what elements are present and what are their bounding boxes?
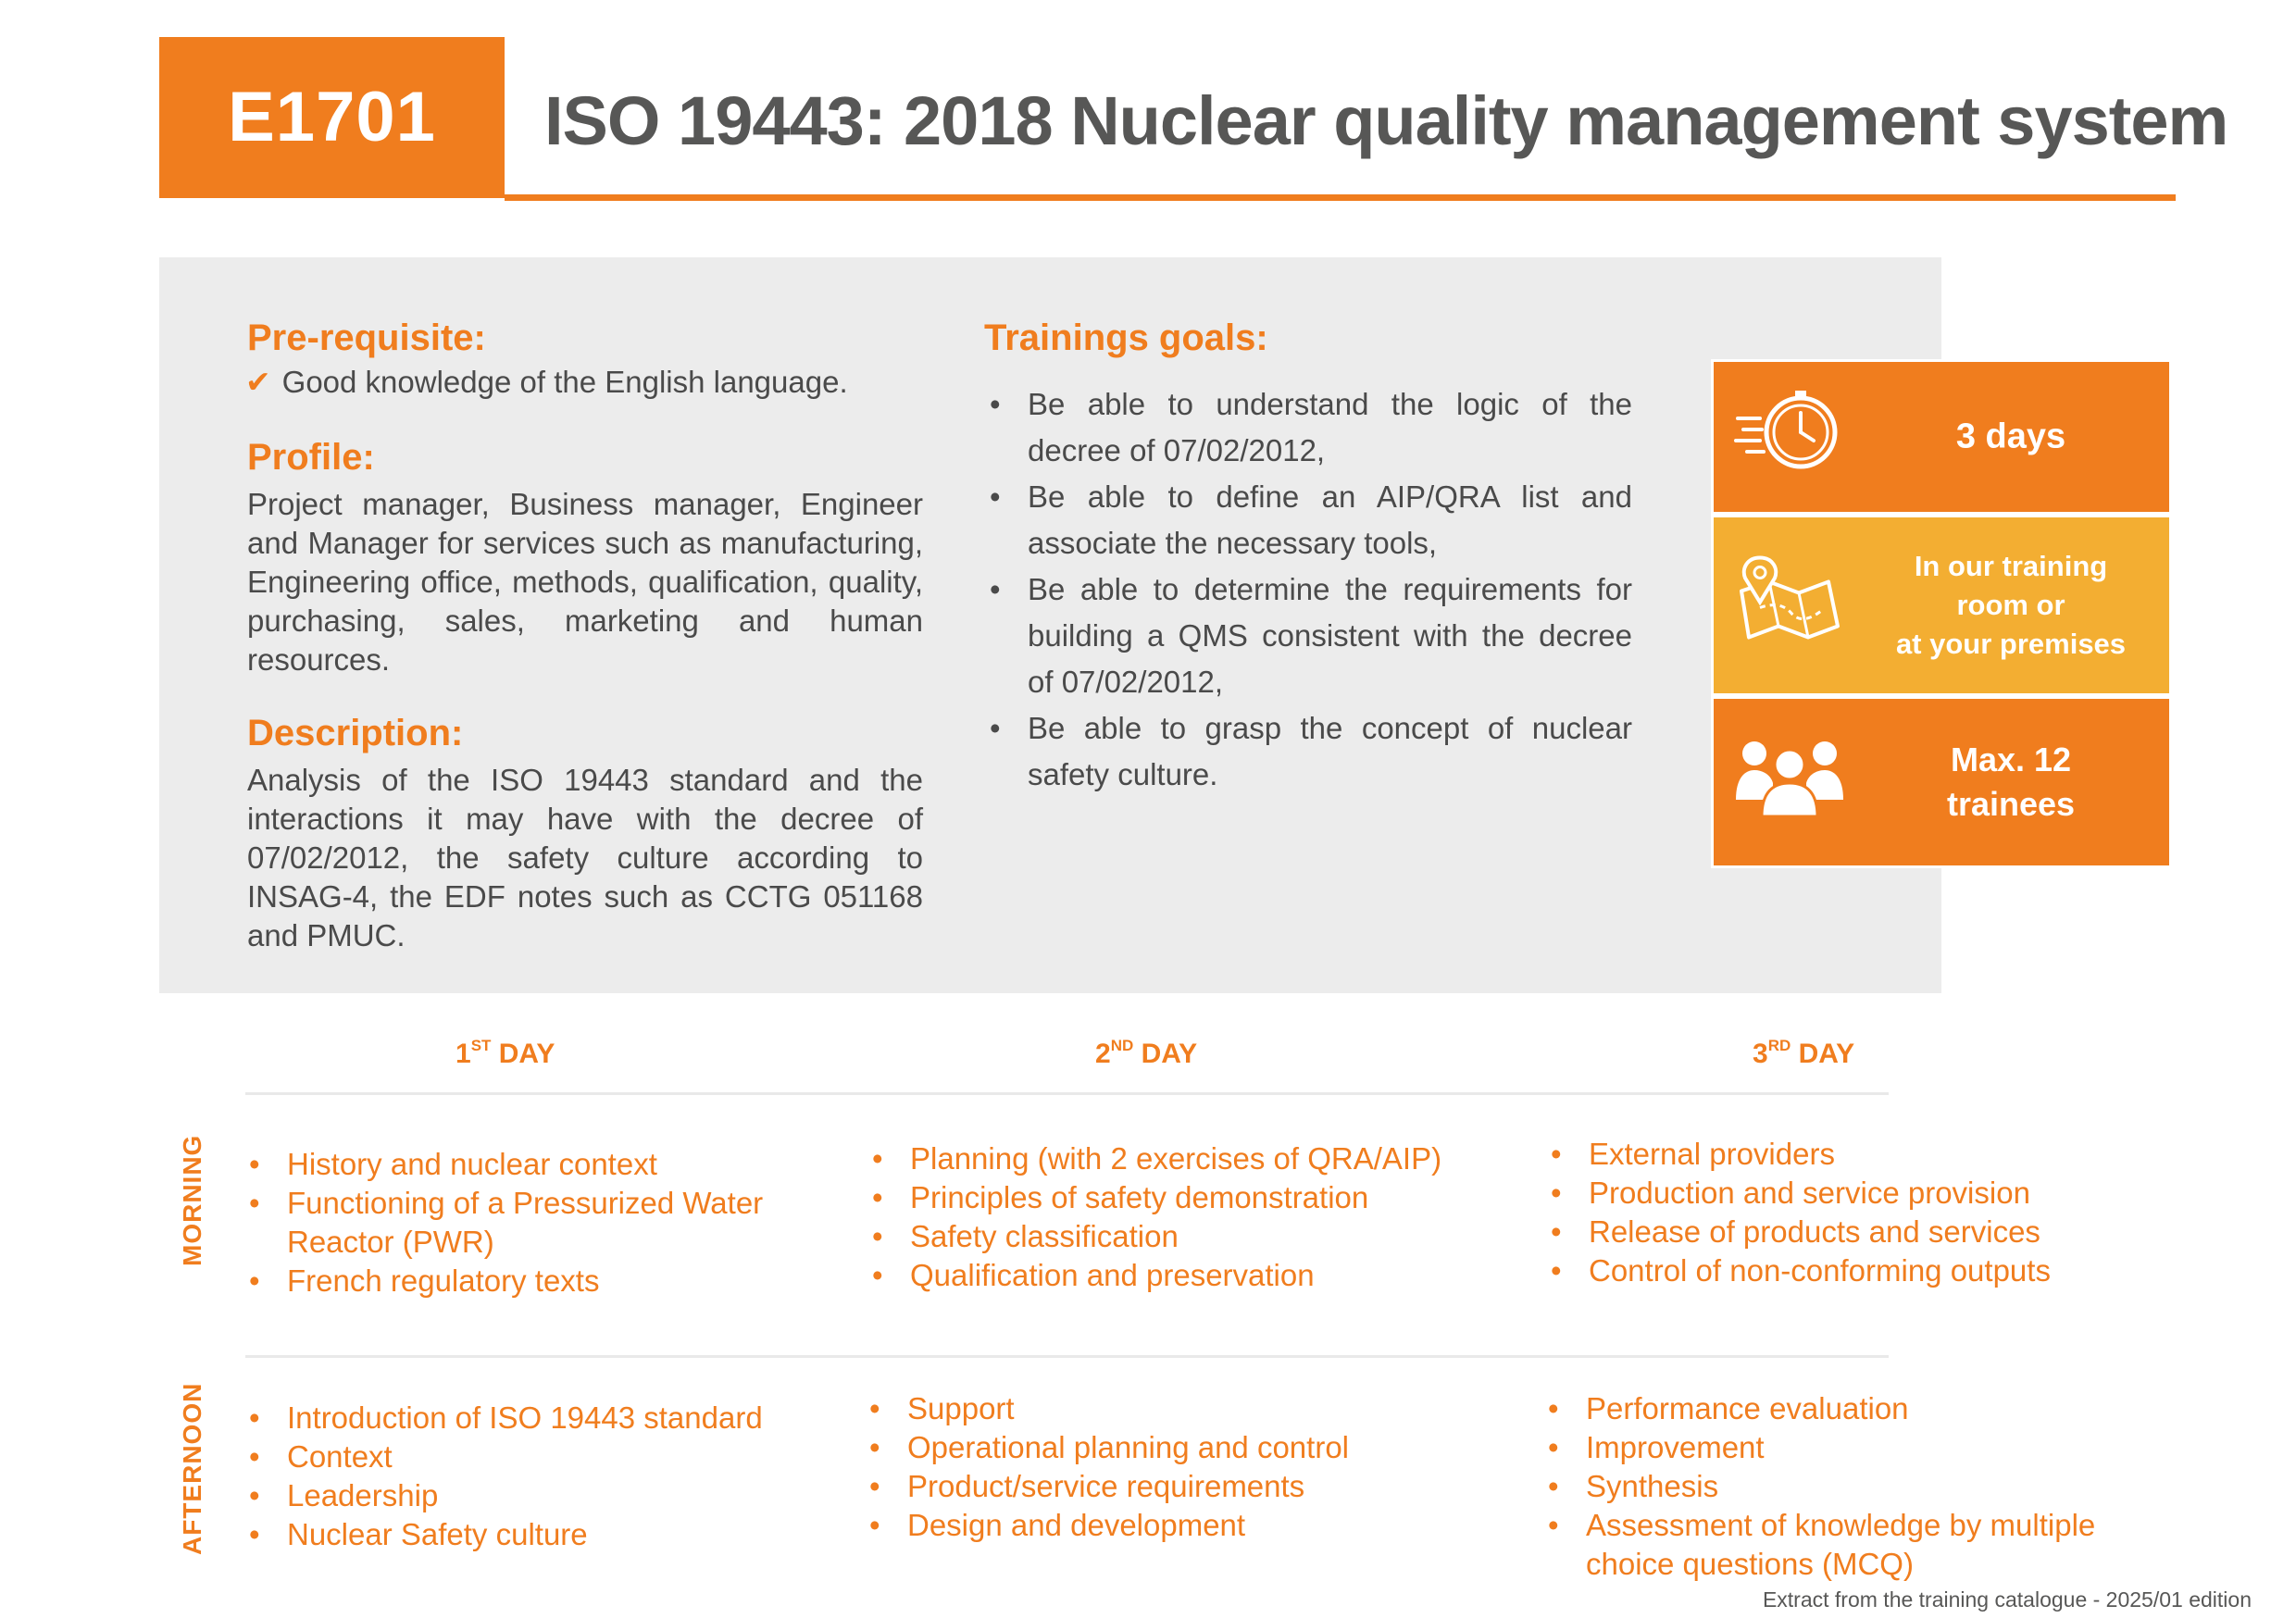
list-item: • Control of non-conforming outputs bbox=[1549, 1251, 2197, 1290]
prerequisite-item bbox=[245, 364, 848, 400]
list-item: • Context bbox=[247, 1438, 840, 1476]
day-suffix: ST bbox=[470, 1037, 492, 1054]
profile-title: Profile: bbox=[247, 437, 375, 478]
day-number: 1 bbox=[455, 1039, 471, 1069]
profile-text: Project manager, Business manager, Engineer and Manager for services such as manufacturing, Engineering office, methods, qualification, quality, purchasing, sales, marketing and human resources. bbox=[247, 487, 923, 677]
duration-tile bbox=[1711, 359, 2172, 515]
afternoon-day-1-list bbox=[247, 1399, 840, 1554]
list-item: • Nuclear Safety culture bbox=[247, 1515, 840, 1554]
list-item: • Qualification and preservation bbox=[870, 1256, 1500, 1295]
list-item: • Support bbox=[867, 1389, 1497, 1428]
map-pin-icon bbox=[1734, 554, 1845, 657]
location-line-2: room or bbox=[1956, 589, 2065, 621]
day-label: DAY bbox=[498, 1039, 555, 1069]
capacity-text bbox=[1853, 738, 2169, 827]
list-item: • Synthesis bbox=[1546, 1467, 2120, 1506]
day-suffix: ND bbox=[1110, 1037, 1134, 1054]
goals-list bbox=[984, 381, 1632, 798]
page-title: ISO 19443: 2018 Nuclear quality management system bbox=[544, 82, 2228, 159]
capacity-line-2: trainees bbox=[1946, 785, 2076, 823]
location-tile bbox=[1711, 515, 2172, 696]
morning-label: MORNING bbox=[178, 1134, 206, 1266]
description-title: Description: bbox=[247, 713, 464, 753]
schedule-divider bbox=[245, 1092, 1889, 1095]
check-icon: ✔ bbox=[245, 365, 271, 399]
afternoon-label: AFTERNOON bbox=[178, 1382, 206, 1555]
list-item: • Improvement bbox=[1546, 1428, 2120, 1467]
title-underline-left bbox=[159, 194, 505, 198]
location-line-1: In our training bbox=[1914, 550, 2108, 582]
day-label: DAY bbox=[1798, 1039, 1855, 1069]
day-number: 3 bbox=[1753, 1039, 1768, 1069]
location-line-3: at your premises bbox=[1895, 628, 2127, 660]
morning-day-3-list bbox=[1549, 1135, 2197, 1290]
day-3-header bbox=[1753, 1039, 1854, 1070]
list-item: • French regulatory texts bbox=[247, 1262, 821, 1301]
list-item: • Principles of safety demonstration bbox=[870, 1178, 1500, 1217]
list-item: • External providers bbox=[1549, 1135, 2197, 1174]
day-suffix: RD bbox=[1767, 1037, 1791, 1054]
description-text: Analysis of the ISO 19443 standard and the interactions it may have with the decree of 07/02/2012, the safety culture according to INSAG-4, the EDF notes such as CCTG 051168 and PMUC. bbox=[247, 763, 923, 952]
capacity-tile bbox=[1711, 696, 2172, 868]
morning-day-1-list bbox=[247, 1145, 821, 1301]
list-item: • Design and development bbox=[867, 1506, 1497, 1545]
list-item: • Operational planning and control bbox=[867, 1428, 1497, 1467]
location-text bbox=[1853, 547, 2169, 664]
list-item: • Introduction of ISO 19443 standard bbox=[247, 1399, 840, 1438]
afternoon-day-3-list bbox=[1546, 1389, 2120, 1584]
afternoon-day-2-list bbox=[867, 1389, 1497, 1545]
capacity-line-1: Max. 12 bbox=[1950, 741, 2072, 778]
schedule-divider bbox=[245, 1355, 1889, 1358]
list-item: • Functioning of a Pressurized Water Reactor (PWR) bbox=[247, 1184, 821, 1262]
morning-day-2-list bbox=[870, 1139, 1500, 1295]
clock-icon bbox=[1734, 391, 1845, 483]
list-item: • History and nuclear context bbox=[247, 1145, 821, 1184]
list-item: • Planning (with 2 exercises of QRA/AIP) bbox=[870, 1139, 1500, 1178]
list-item: • Release of products and services bbox=[1549, 1213, 2197, 1251]
title-underline bbox=[505, 194, 2176, 201]
day-1-header bbox=[455, 1039, 555, 1070]
day-2-header bbox=[1095, 1039, 1197, 1070]
goals-title: Trainings goals: bbox=[984, 317, 1268, 358]
prerequisite-title: Pre-requisite: bbox=[247, 317, 486, 358]
day-label: DAY bbox=[1141, 1039, 1198, 1069]
course-code: E1701 bbox=[159, 37, 505, 196]
day-number: 2 bbox=[1095, 1039, 1111, 1069]
list-item: • Production and service provision bbox=[1549, 1174, 2197, 1213]
list-item: • Performance evaluation bbox=[1546, 1389, 2120, 1428]
goal-item: • Be able to grasp the concept of nuclear safety culture. bbox=[984, 705, 1632, 798]
goal-item: • Be able to determine the requirements for building a QMS consistent with the decree of 07/02/2012, bbox=[984, 566, 1632, 705]
duration-text: 3 days bbox=[1955, 417, 2066, 456]
goal-item: • Be able to define an AIP/QRA list and associate the necessary tools, bbox=[984, 474, 1632, 566]
list-item: • Assessment of knowledge by multiple choice questions (MCQ) bbox=[1546, 1506, 2120, 1584]
list-item: • Leadership bbox=[247, 1476, 840, 1515]
list-item: • Product/service requirements bbox=[867, 1467, 1497, 1506]
group-icon bbox=[1734, 735, 1845, 829]
goal-item: • Be able to understand the logic of the decree of 07/02/2012, bbox=[984, 381, 1632, 474]
prerequisite-text: Good knowledge of the English language. bbox=[281, 365, 848, 399]
footer-note: Extract from the training catalogue - 2025/01 edition bbox=[1762, 1587, 2252, 1612]
list-item: • Safety classification bbox=[870, 1217, 1500, 1256]
